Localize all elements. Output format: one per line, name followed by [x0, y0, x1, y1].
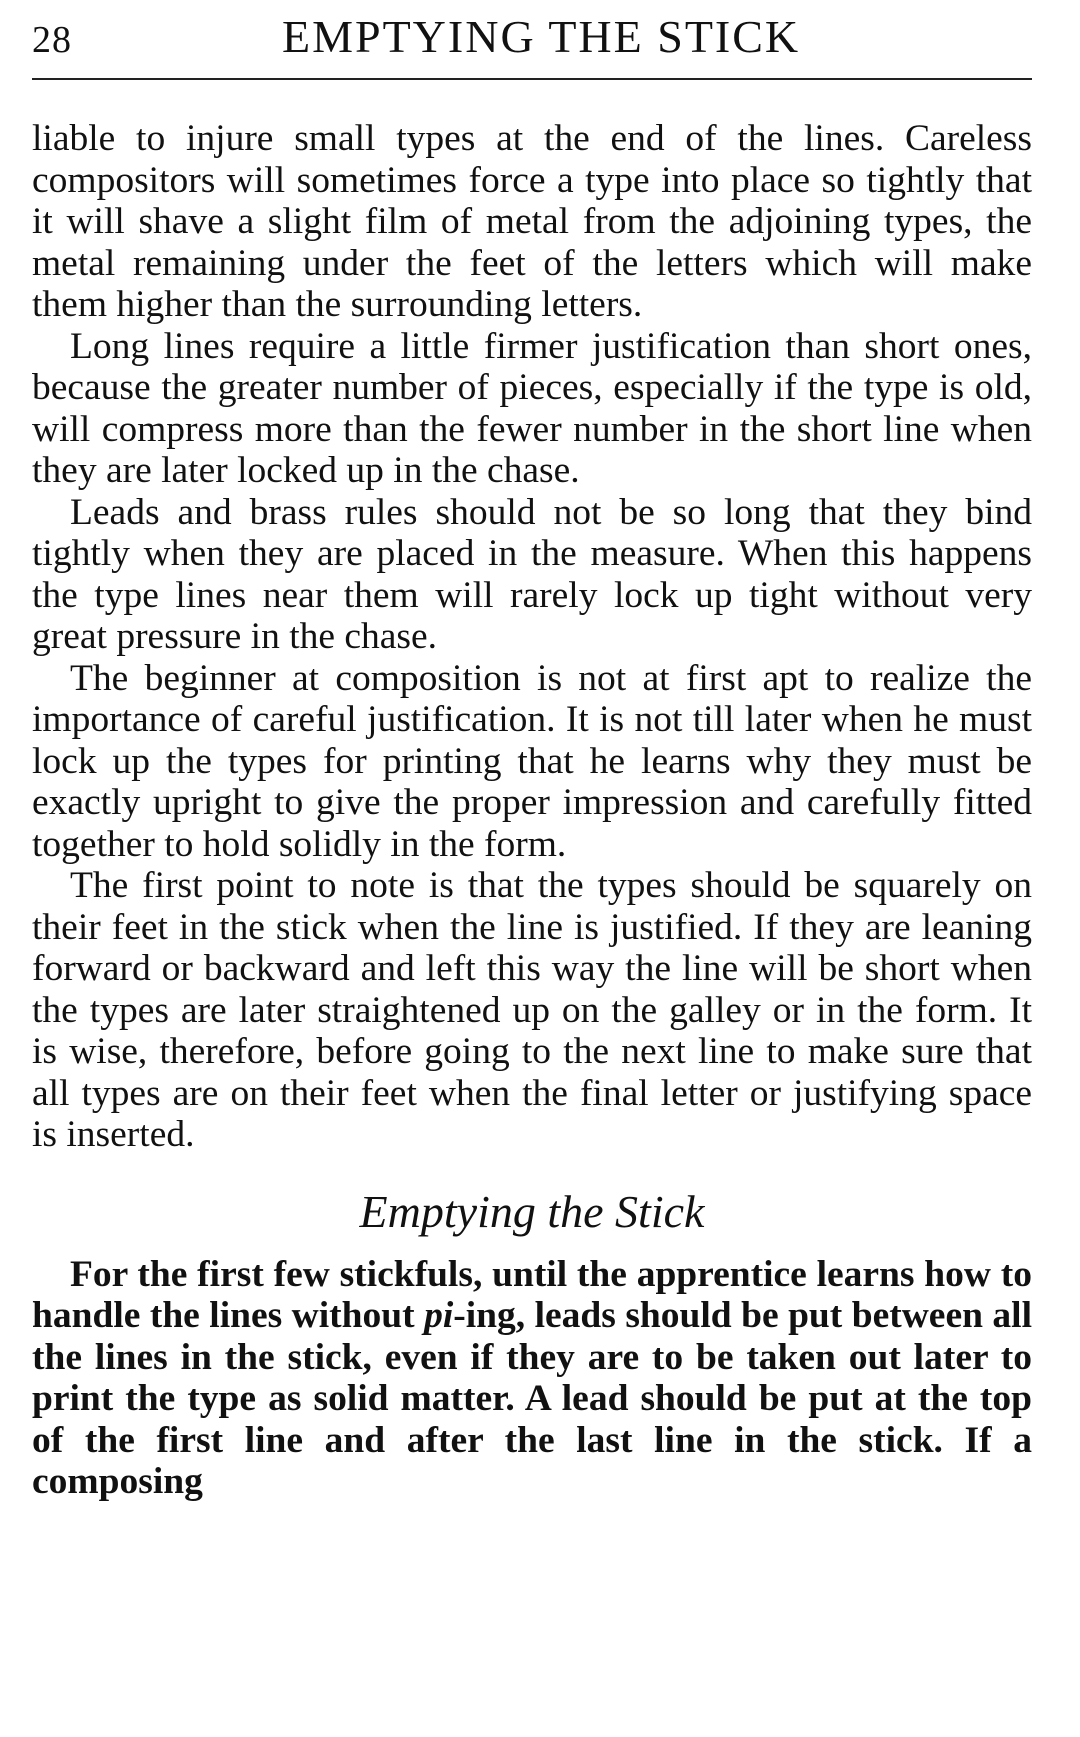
paragraph-leads-and-rules: Leads and brass rules should not be so long that they bind tightly when they are placed in the measure. When this happens the type lines near them will rarely lock up tight without very great pressure in the chase. [32, 491, 1032, 657]
paragraph-continuation: liable to injure small types at the end of the lines. Careless compositors will sometimes force a type into place so tightly that it will shave a slight film of metal from the adjoining types, the metal remaining under the feet of the letters which will make them higher than the surrounding letters. [32, 118, 1032, 325]
running-title: EMPTYING THE STICK [282, 11, 801, 62]
paragraph-first-point: The first point to note is that the types should be squarely on their feet in the stick when the line is justified. If they are leaning forward or backward and left this way the line will be short when the types are later straightened up on the galley or in the form. It is wise, therefore, before going to the next line to make sure that all types are on their feet when the final letter or justifying space is inserted. [32, 865, 1032, 1155]
paragraph-text-part1: For the first few stickfuls, until the apprentice learns how to handle the lines without [32, 1253, 1032, 1336]
page-header [32, 0, 1032, 78]
paragraph-beginner: The beginner at composition is not at first apt to realize the importance of careful justification. It is not till later when he must lock up the types for printing that he learns why they must be exactly upright to give the proper impression and carefully fitted together to hold solidly in the form. [32, 657, 1032, 865]
section-heading: Emptying the Stick [359, 1185, 705, 1237]
body-text [32, 118, 1032, 1503]
page-number: 28 [32, 19, 72, 61]
book-page [32, 0, 1032, 1503]
italic-term: pi [424, 1295, 454, 1336]
paragraph-text-part2: -ing, leads should be put between all the lines in the stick, even if they are to be taken out later to print the type as solid matter. A lead should be put at the top of the first line and after the last line in the stick. If a composing [32, 1295, 1032, 1502]
header-rule [32, 78, 1032, 80]
paragraph-emptying-stick [32, 1254, 1032, 1503]
paragraph-long-lines: Long lines require a little firmer justification than short ones, because the greater number of pieces, especially if the type is old, will compress more than the fewer number in the short line when they are later locked up in the chase. [32, 325, 1032, 491]
